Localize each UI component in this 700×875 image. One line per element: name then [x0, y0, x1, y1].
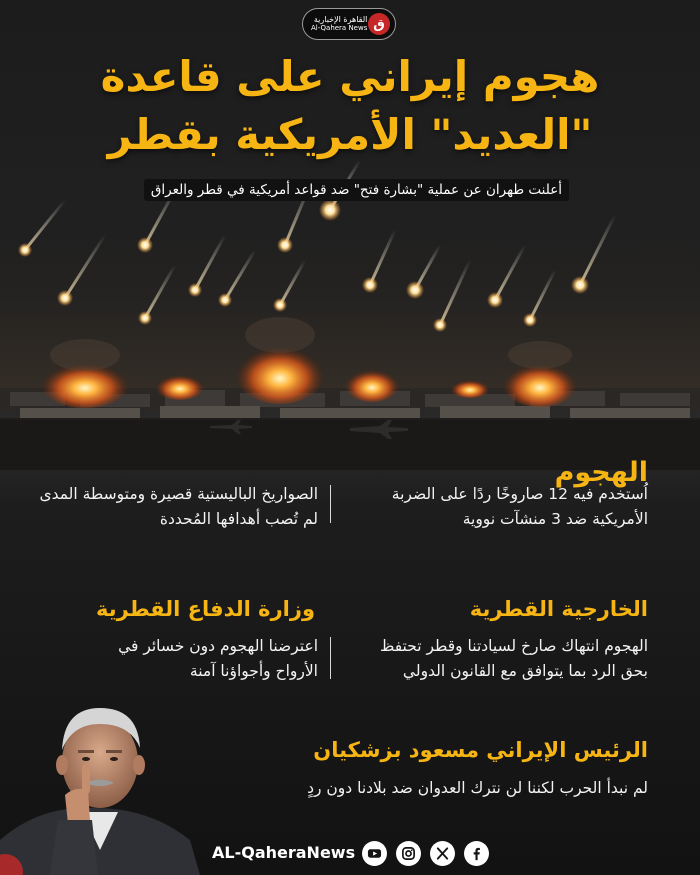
attack-divider: [330, 485, 331, 523]
headline-line-1: هجوم إيراني على قاعدة: [100, 52, 600, 101]
president-portrait: [0, 690, 215, 875]
brand-handle: AL-QaheraNews: [212, 843, 356, 862]
youtube-icon[interactable]: [362, 841, 387, 866]
headline: [40, 48, 660, 164]
facebook-icon[interactable]: [464, 841, 489, 866]
al-qahera-logo: [302, 8, 396, 40]
attack-detail-right: اُستخدم فيه 12 صاروخًا ردًا على الضربة الأمريكية ضد 3 منشآت نووية: [391, 485, 648, 528]
x-icon[interactable]: [430, 841, 455, 866]
attack-title: الهجوم: [554, 457, 648, 488]
defense-ministry-title: وزارة الدفاع القطرية: [96, 597, 315, 621]
defense-ministry-text: اعترضنا الهجوم دون خسائر في الأرواح وأجواؤنا آمنة: [118, 637, 318, 680]
president-title: الرئيس الإيراني مسعود بزشكيان: [313, 738, 648, 762]
headline-subtitle: أعلنت طهران عن عملية "بشارة فتح" ضد قواعد أمريكية في قطر والعراق: [144, 179, 569, 201]
president-quote: لم نبدأ الحرب لكننا لن نترك العدوان ضد بلادنا دون ردٍ: [307, 779, 648, 797]
attack-detail-left: الصواريخ الباليستية قصيرة ومتوسطة المدى لم تُصب أهدافها المُحددة: [39, 485, 318, 528]
ministry-divider: [330, 637, 331, 679]
foreign-ministry-text: الهجوم انتهاك صارخ لسيادتنا وقطر تحتفظ بحق الرد بما يتوافق مع القانون الدولي: [379, 637, 648, 680]
logo-name-ar: القاهرة الإخبارية: [313, 15, 368, 25]
instagram-icon[interactable]: [396, 841, 421, 866]
foreign-ministry-title: الخارجية القطرية: [469, 597, 648, 621]
logo-mark-icon: ق: [368, 13, 390, 35]
headline-line-2: "العديد" الأمريكية بقطر: [107, 110, 593, 159]
logo-name-en: Al-Qahera News: [311, 23, 368, 32]
logo-text: [311, 16, 367, 32]
